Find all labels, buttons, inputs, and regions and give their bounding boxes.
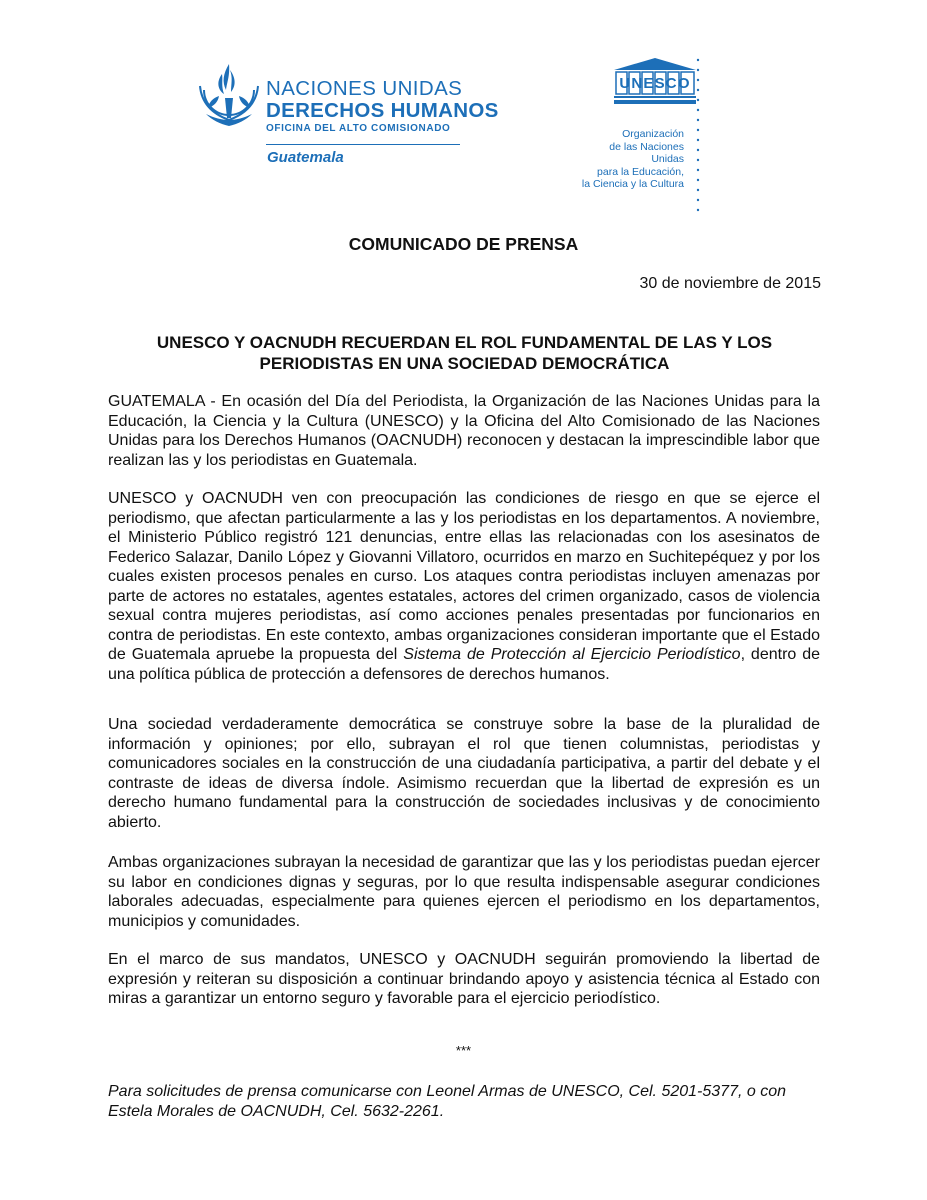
paragraph-2-italic-title: Sistema de Protección al Ejercicio Periodístico	[403, 646, 741, 663]
unesco-caption-line: Organización	[622, 128, 684, 140]
document-title: COMUNICADO DE PRENSA	[348, 234, 579, 254]
paragraph-5: En el marco de sus mandatos, UNESCO y OACNUDH seguirán promoviendo la libertad de expresión y reiteran su disposición a continuar brindando apoyo y asistencia técnica al Estado con miras a garantizar un entorno seguro y favorable para el ejercicio periodístico.	[108, 951, 820, 1007]
ohchr-guatemala-logo	[196, 58, 499, 168]
paragraph-2-text-b: , dentro de una política pública de protección a defensores de derechos humanos.	[108, 646, 821, 683]
paragraph-1: GUATEMALA - En ocasión del Día del Periodista, la Organización de las Naciones Unidas para la Educación, la Ciencia y la Cultura (UNESCO) y la Oficina del Alto Comisionado de las Naciones Unidas para los Derechos Humanos (OACNUDH) reconocen y destacan la imprescindible labor que realizan las y los periodistas en Guatemala.	[108, 393, 820, 469]
unesco-caption-line: de las Naciones Unidas	[609, 140, 684, 165]
ohchr-divider	[266, 144, 460, 145]
paragraph-4: Ambas organizaciones subrayan la necesidad de garantizar que las y los periodistas puedan ejercer su labor en condiciones dignas y seguras, por lo que resulta indispensable asegurar condiciones laborales adecuadas, especialmente para quienes ejercen el periodismo en los departamentos, municipios y comunidades.	[108, 854, 820, 930]
section-separator: ***	[455, 1043, 472, 1058]
unesco-temple-icon	[610, 56, 700, 106]
unesco-caption-line: la Ciencia y la Cultura	[581, 178, 684, 190]
press-contact-note: Para solicitudes de prensa comunicarse con Leonel Armas de UNESCO, Cel. 5201-5377, o con Estela Morales de OACNUDH, Cel. 5632-2261.	[108, 1083, 786, 1120]
ohchr-line-2: DERECHOS HUMANOS	[266, 99, 499, 122]
paragraph-2-text-a: UNESCO y OACNUDH ven con preocupación las condiciones de riesgo en que se ejerce el periodismo, que afectan particularmente a las y los periodistas en los departamentos. A noviembre, el Ministerio Público registró 121 denuncias, entre ellas las relacionadas con los asesinatos de Federico Salazar, Danilo López y Giovanni Villatoro, ocurridos en marzo en Suchitepéquez y por los cuales existen procesos penales en curso. Los ataques contra periodistas incluyen amenazas por parte de actores no estatales, agentes estatales, actores del crimen organizado, casos de violencia sexual contra mujeres periodistas, así como acciones penales presentadas por funcionarios en contra de periodistas. En este contexto, ambas organizaciones consideran importante que el Estado de Guatemala apruebe la propuesta del	[108, 490, 820, 663]
document-headline: UNESCO Y OACNUDH RECUERDAN EL ROL FUNDAMENTAL DE LAS Y LOS PERIODISTAS EN UNA SOCIEDAD DEMOCRÁTICA	[156, 333, 773, 373]
unesco-wordmark: UNESCO	[619, 75, 691, 92]
unesco-dotted-rule	[695, 56, 701, 221]
unesco-caption-line: para la Educación,	[597, 165, 684, 178]
ohchr-wordmark	[266, 78, 499, 136]
paragraph-3: Una sociedad verdaderamente democrática se construye sobre la base de la pluralidad de información y opiniones; por ello, subrayan el rol que tienen columnistas, periodistas y comunicadores sociales en la construcción de una ciudadanía participativa, a partir del debate y el contraste de ideas de diversa índole. Asimismo recuerdan que la libertad de expresión es un derecho humano fundamental para la construcción de sociedades inclusivas y de conocimiento abierto.	[108, 716, 820, 831]
unesco-logo	[580, 56, 720, 221]
un-flame-emblem-icon	[196, 60, 262, 132]
ohchr-line-3: OFICINA DEL ALTO COMISIONADO	[266, 123, 451, 134]
document-date: 30 de noviembre de 2015	[639, 275, 821, 292]
ohchr-city: Guatemala	[267, 149, 344, 166]
unesco-caption	[580, 128, 684, 191]
ohchr-line-1: NACIONES UNIDAS	[266, 77, 463, 100]
paragraph-2	[108, 489, 820, 684]
